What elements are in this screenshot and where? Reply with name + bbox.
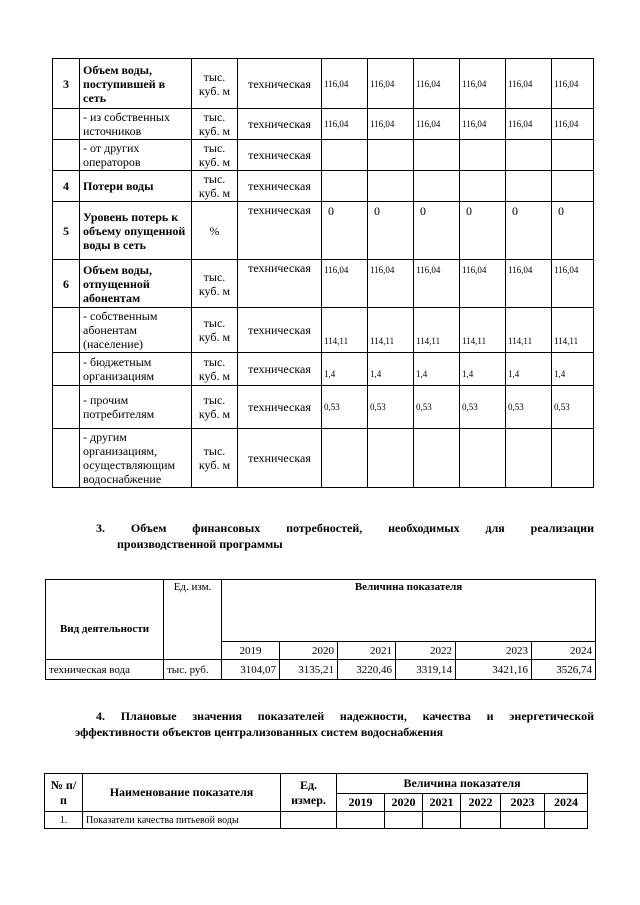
row-value: 0 <box>506 202 552 260</box>
row-value: 0 <box>460 202 506 260</box>
row-name: Объем воды, поступившей в сеть <box>80 59 192 109</box>
year-header: 2020 <box>385 794 423 812</box>
col-header-name: Наименование показателя <box>83 774 281 812</box>
section-4-title-line2: эффективности объектов централизованных систем водоснабжения <box>75 725 444 739</box>
row-number: 5 <box>53 202 80 260</box>
year-header: 2019 <box>222 642 280 660</box>
row-value: 116,04 <box>368 260 414 308</box>
section-3-heading <box>96 520 594 552</box>
year-header: 2021 <box>338 642 396 660</box>
row-value: 116,04 <box>368 59 414 109</box>
row-value: 116,04 <box>506 59 552 109</box>
section-3-title-line2: производственной программы <box>117 537 283 551</box>
row-water-kind: техническая <box>238 171 322 202</box>
row-value: 116,04 <box>414 260 460 308</box>
row-value: 1,4 <box>552 353 594 386</box>
row-value <box>423 812 461 829</box>
row-value: 114,11 <box>414 308 460 353</box>
row-value: 3104,07 <box>222 660 280 680</box>
row-value: 116,04 <box>460 260 506 308</box>
row-value: 116,04 <box>414 109 460 140</box>
section-4-heading <box>75 708 594 740</box>
row-name: - другим организациям, осуществляющим водоснабжение <box>80 429 192 488</box>
row-value <box>461 812 501 829</box>
row-water-kind: техническая <box>238 260 322 308</box>
row-name: - бюджетным организациям <box>80 353 192 386</box>
row-unit: тыс. куб. м <box>192 308 238 353</box>
row-value <box>337 812 385 829</box>
row-value: 114,11 <box>552 308 594 353</box>
row-unit: тыс. куб. м <box>192 59 238 109</box>
table-row <box>53 59 594 109</box>
row-unit: тыс. куб. м <box>192 140 238 171</box>
row-number <box>53 109 80 140</box>
row-value <box>552 140 594 171</box>
year-header: 2024 <box>532 642 596 660</box>
water-balance-table <box>52 58 594 488</box>
table-row <box>53 109 594 140</box>
reliability-indicators-table <box>44 773 588 829</box>
row-value: 116,04 <box>414 59 460 109</box>
row-name: - прочим потребителям <box>80 386 192 429</box>
row-value: 1,4 <box>414 353 460 386</box>
row-value <box>368 171 414 202</box>
row-name: Показатели качества питьевой воды <box>83 812 281 829</box>
row-value <box>460 140 506 171</box>
row-value: 3421,16 <box>456 660 532 680</box>
row-unit: тыс. куб. м <box>192 109 238 140</box>
row-name: Потери воды <box>80 171 192 202</box>
row-value: 116,04 <box>552 59 594 109</box>
row-value: 116,04 <box>552 109 594 140</box>
row-name: Уровень потерь к объему опущенной воды в сеть <box>80 202 192 260</box>
row-name: - собственным абонентам (население) <box>80 308 192 353</box>
table-row <box>53 308 594 353</box>
row-value: 116,04 <box>506 260 552 308</box>
year-header: 2021 <box>423 794 461 812</box>
row-number <box>53 140 80 171</box>
col-header-value: Величина показателя <box>222 580 596 642</box>
table-row <box>53 171 594 202</box>
row-number <box>53 429 80 488</box>
row-value <box>322 429 368 488</box>
row-value: 0,53 <box>414 386 460 429</box>
row-water-kind: техническая <box>238 308 322 353</box>
row-unit: тыс. куб. м <box>192 353 238 386</box>
row-value <box>506 429 552 488</box>
row-value <box>506 171 552 202</box>
year-header: 2022 <box>461 794 501 812</box>
row-name: - из собственных источников <box>80 109 192 140</box>
row-water-kind: техническая <box>238 429 322 488</box>
table-row <box>53 140 594 171</box>
row-value: 1,4 <box>322 353 368 386</box>
row-unit: тыс. куб. м <box>192 429 238 488</box>
row-unit: тыс. куб. м <box>192 386 238 429</box>
table-row <box>53 260 594 308</box>
col-header-unit: Ед. измер. <box>281 774 337 812</box>
year-header: 2020 <box>280 642 338 660</box>
row-unit: % <box>192 202 238 260</box>
section-3-number: 3. <box>96 521 105 535</box>
row-value: 1,4 <box>506 353 552 386</box>
row-value: 1,4 <box>368 353 414 386</box>
row-water-kind: техническая <box>238 59 322 109</box>
col-header-num: № п/п <box>45 774 83 812</box>
row-value: 0 <box>368 202 414 260</box>
row-value <box>460 429 506 488</box>
row-number <box>53 353 80 386</box>
row-value <box>460 171 506 202</box>
row-water-kind: техническая <box>238 109 322 140</box>
row-value: 0,53 <box>506 386 552 429</box>
row-value <box>414 171 460 202</box>
row-name: - от других операторов <box>80 140 192 171</box>
table-row <box>53 202 594 260</box>
table-row <box>53 429 594 488</box>
row-value: 3526,74 <box>532 660 596 680</box>
year-header: 2024 <box>545 794 588 812</box>
row-value: 116,04 <box>322 109 368 140</box>
row-number <box>53 386 80 429</box>
row-value: 114,11 <box>460 308 506 353</box>
row-value: 1,4 <box>460 353 506 386</box>
row-number: 6 <box>53 260 80 308</box>
col-header-activity: Вид деятельности <box>46 580 164 660</box>
row-value <box>368 429 414 488</box>
row-unit: тыс. куб. м <box>192 171 238 202</box>
col-header-value: Величина показателя <box>337 774 588 794</box>
row-value <box>322 171 368 202</box>
row-value: 3220,46 <box>338 660 396 680</box>
row-unit <box>281 812 337 829</box>
row-value <box>414 429 460 488</box>
row-name: Объем воды, отпущенной абонентам <box>80 260 192 308</box>
year-header: 2019 <box>337 794 385 812</box>
row-value: 116,04 <box>322 260 368 308</box>
row-value: 3135,21 <box>280 660 338 680</box>
row-value: 114,11 <box>506 308 552 353</box>
row-value: 114,11 <box>322 308 368 353</box>
row-value: 0,53 <box>322 386 368 429</box>
row-value: 116,04 <box>552 260 594 308</box>
year-header: 2023 <box>456 642 532 660</box>
row-water-kind: техническая <box>238 386 322 429</box>
row-value <box>501 812 545 829</box>
year-header: 2023 <box>501 794 545 812</box>
financial-needs-table <box>45 579 596 680</box>
row-number: 3 <box>53 59 80 109</box>
row-activity: техническая вода <box>46 660 164 680</box>
row-value <box>322 140 368 171</box>
section-4-number: 4. <box>96 709 105 723</box>
table-row <box>53 353 594 386</box>
row-value: 116,04 <box>460 59 506 109</box>
row-value: 0 <box>414 202 460 260</box>
row-value: 116,04 <box>506 109 552 140</box>
row-value <box>414 140 460 171</box>
row-unit: тыс. куб. м <box>192 260 238 308</box>
row-water-kind: техническая <box>238 202 322 260</box>
row-value: 116,04 <box>368 109 414 140</box>
section-3-title-line1: Объем финансовых потребностей, необходимых для реализации <box>130 521 594 535</box>
row-value <box>385 812 423 829</box>
row-value: 3319,14 <box>396 660 456 680</box>
row-value <box>368 140 414 171</box>
section-4-title-line1: Плановые значения показателей надежности, качества и энергетической <box>120 709 595 723</box>
row-value <box>545 812 588 829</box>
table-row <box>53 386 594 429</box>
row-water-kind: техническая <box>238 140 322 171</box>
row-value: 114,11 <box>368 308 414 353</box>
row-value: 0,53 <box>368 386 414 429</box>
row-value: 116,04 <box>322 59 368 109</box>
row-value <box>506 140 552 171</box>
col-header-unit: Ед. изм. <box>164 580 222 660</box>
row-value: 0 <box>552 202 594 260</box>
row-number <box>53 308 80 353</box>
row-value <box>552 429 594 488</box>
row-value: 0 <box>322 202 368 260</box>
row-num: 1. <box>45 812 83 829</box>
row-value: 0,53 <box>552 386 594 429</box>
row-number: 4 <box>53 171 80 202</box>
row-water-kind: техническая <box>238 353 322 386</box>
row-value: 116,04 <box>460 109 506 140</box>
row-unit: тыс. руб. <box>164 660 222 680</box>
row-value: 0,53 <box>460 386 506 429</box>
row-value <box>552 171 594 202</box>
year-header: 2022 <box>396 642 456 660</box>
